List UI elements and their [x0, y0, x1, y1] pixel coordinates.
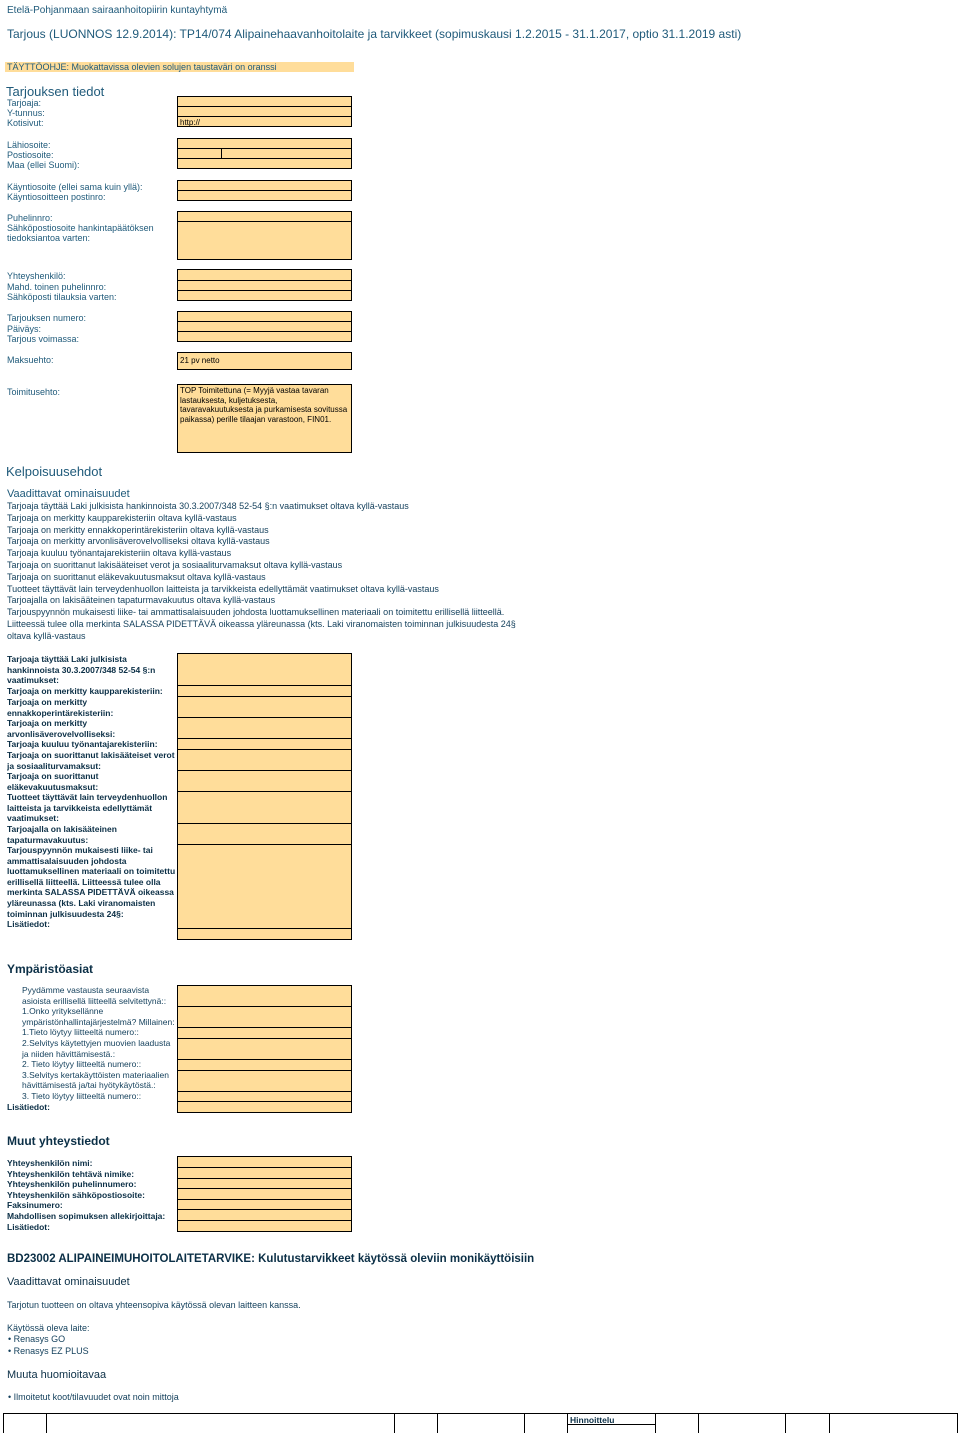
- requirement-line: Tarjouspyynnön mukaisesti liike- tai ammattisalaisuuden johdosta luottamuksellinen materiaali on toimitettu erillisellä liitteellä.: [7, 607, 505, 618]
- label-lahiosoite: Lähiosoite:: [7, 140, 51, 150]
- questions-column: [7, 654, 179, 930]
- label-sahkoposti-1: Sähköpostiosoite hankintapäätöksen: [7, 223, 154, 233]
- environment-line: Pyydämme vastausta seuraavista: [22, 985, 150, 995]
- contact-labels: [7, 1158, 165, 1232]
- requirement-line: oltava kyllä-vastaus: [7, 630, 86, 641]
- label-postiosoite: Postiosoite:: [7, 150, 54, 160]
- input-maa[interactable]: [177, 158, 352, 169]
- label-toinen-puh: Mahd. toinen puhelinnro:: [7, 282, 107, 292]
- contact-label: Yhteyshenkilön puhelinnumero:: [7, 1179, 137, 1190]
- device-item: • Renasys EZ PLUS: [8, 1346, 89, 1358]
- section-heading-muut: Muut yhteystiedot: [7, 1134, 110, 1148]
- question-label: Tarjoaja on merkitty ennakkoperintärekisteriin:: [7, 697, 114, 718]
- notes-heading: Muuta huomioitavaa: [7, 1369, 107, 1381]
- answer-tapaturmavakuutus[interactable]: [177, 823, 352, 845]
- label-kayntipostinro: Käyntiosoitteen postinro:: [7, 192, 106, 202]
- input-maksuehto[interactable]: 21 pv netto: [177, 352, 352, 370]
- table-header-hinnoittelu: Hinnoittelu: [570, 1415, 615, 1425]
- question-label: Tarjoaja on suorittanut lakisääteiset verot ja sosiaaliturvamaksut:: [7, 750, 175, 771]
- product-heading: BD23002 ALIPAINEIMUHOITOLAITETARVIKE: Kulutustarvikkeet käytössä oleviin monikäyttöisiin: [7, 1253, 535, 1265]
- requirement-line: Liitteessä tulee olla merkinta SALASSA PIDETTÄVÄ oikeassa yläreunassa (kts. Laki viranomaisten toiminnan julkisuudesta 24§: [7, 618, 516, 629]
- section-heading-kelpoisuus: Kelpoisuusehdot: [6, 464, 103, 479]
- env-answer-6[interactable]: [177, 1070, 352, 1092]
- label-puhelinnro: Puhelinnro:: [7, 213, 53, 223]
- requirement-line: Tarjoaja on suorittanut eläkevakuutusmaksut oltava kyllä-vastaus: [7, 571, 266, 582]
- contact-label: Yhteyshenkilön nimi:: [7, 1158, 93, 1168]
- input-toimitusehto[interactable]: TOP Toimitettuna (= Myyjä vastaa tavaran lastauksesta, kuljetuksesta, tavaravakuutuksesta ja purkamisesta sovitussa paikassa) perille tilaajan varastoon, FIN01.: [177, 384, 352, 453]
- label-ytunnus: Y-tunnus:: [7, 108, 45, 118]
- answer-arvonlisavero[interactable]: [177, 717, 352, 739]
- table-col-divider: [785, 1413, 786, 1433]
- input-sahkoposti-tilaus[interactable]: [177, 290, 352, 301]
- requirements-list: [7, 501, 567, 643]
- environment-line: 2.Selvitys käytettyjen muovien laadusta: [22, 1037, 171, 1048]
- contact-label: Mahdollisen sopimuksen allekirjoittaja:: [7, 1210, 166, 1221]
- device-item: • Renasys GO: [8, 1334, 89, 1346]
- question-label: Tarjouspyynnön mukaisesti liike- tai ammattisalaisuuden johdosta luottamuksellinen materiaali on toimitettu erillisellä liitteellä. Liitteessä tulee olla merkinta SALASSA PIDETTÄVÄ oikeassa yläreunassa (kts. Laki viranomaisten toiminnan julkisuudesta 24§:: [7, 845, 176, 919]
- table-col-divider: [567, 1413, 568, 1433]
- input-kayntipostinro[interactable]: [177, 190, 352, 201]
- table-col-divider: [394, 1413, 395, 1433]
- environment-line: hävittämisestä ja/tai hyötykäytöstä.:: [22, 1080, 156, 1091]
- env-answer-2[interactable]: [177, 1006, 352, 1028]
- product-requirement: Tarjotun tuotteen on oltava yhteensopiva käytössä olevan laitteen kanssa.: [7, 1300, 301, 1310]
- environment-line: ja niiden hävittämisestä.:: [22, 1048, 116, 1059]
- section-heading-ymparisto: Ympäristöasiat: [7, 962, 94, 976]
- table-col-divider: [46, 1413, 47, 1433]
- devices-label: Käytössä oleva laite:: [7, 1323, 90, 1333]
- environment-line: 3.Selvitys kertakäyttöisten materiaalien: [22, 1069, 169, 1080]
- answer-elakevakuutus[interactable]: [177, 770, 352, 792]
- contact-label: Lisätiedot:: [7, 1221, 50, 1232]
- table-col-divider: [437, 1413, 438, 1433]
- label-paivays: Päiväys:: [7, 324, 42, 334]
- label-toimitusehto: Toimitusehto:: [7, 387, 61, 397]
- env-answer-lisatiedot[interactable]: [177, 1101, 352, 1113]
- environment-line: asioista erillisellä liitteellä selvitettynä::: [22, 995, 167, 1006]
- contact-label: Faksinumero:: [7, 1200, 63, 1211]
- environment-line: ympäristönhallintajärjestelmä? Millainen:: [22, 1016, 175, 1027]
- environment-list: [22, 985, 177, 1102]
- table-subheader-line: [568, 1424, 656, 1425]
- answer-terveydenhuolto[interactable]: [177, 791, 352, 824]
- label-kayntiosoite: Käyntiosoite (ellei sama kuin yllä):: [7, 182, 143, 192]
- table-col-divider: [829, 1413, 830, 1433]
- answer-lisatiedot[interactable]: [177, 928, 352, 940]
- question-label: Tarjoaja täyttää Laki julkisista hankinnoista 30.3.2007/348 52-54 §:n vaatimukset:: [7, 654, 156, 686]
- answer-ennakkoperinta[interactable]: [177, 696, 352, 718]
- answer-verot[interactable]: [177, 749, 352, 771]
- answer-hankintalaki[interactable]: [177, 653, 352, 686]
- table-top-border: [3, 1413, 958, 1414]
- requirement-line: Tuotteet täyttävät lain terveydenhuollon laitteista ja tarvikkeista edellyttämät vaatimukset oltava kyllä-vastaus: [7, 583, 439, 594]
- product-subheading: Vaadittavat ominaisuudet: [7, 1276, 130, 1288]
- devices-list: [8, 1334, 89, 1357]
- input-sahkoposti-paatos[interactable]: [177, 221, 352, 260]
- question-label: Tarjoajalla on lakisääteinen tapaturmavakuutus:: [7, 824, 117, 845]
- ymparisto-lisatiedot-label: Lisätiedot:: [7, 1102, 50, 1112]
- env-answer-1[interactable]: [177, 985, 352, 1007]
- table-col-divider: [3, 1413, 4, 1433]
- label-kotisivut: Kotisivut:: [7, 118, 44, 128]
- fill-instruction: TÄYTTÖOHJE: Muokattavissa olevien solujen taustaväri on oranssi: [5, 62, 354, 72]
- table-col-divider: [524, 1413, 525, 1433]
- section-heading-tarjous: Tarjouksen tiedot: [6, 84, 105, 99]
- table-col-divider: [698, 1413, 699, 1433]
- label-voimassa: Tarjous voimassa:: [7, 334, 80, 344]
- environment-line: 1.Tieto löytyy liitteeltä numero::: [22, 1027, 139, 1038]
- subheading-vaadittavat: Vaadittavat ominaisuudet: [7, 488, 130, 500]
- note-item: • Ilmoitetut koot/tilavuudet ovat noin mittoja: [8, 1392, 179, 1402]
- label-yhteyshenkilo: Yhteyshenkilö:: [7, 271, 66, 281]
- table-col-divider: [655, 1413, 656, 1433]
- requirement-line: Tarjoaja on merkitty arvonlisäverovelvolliseksi oltava kyllä-vastaus: [7, 536, 270, 547]
- environment-line: 1.Onko yrityksellänne: [22, 1006, 104, 1017]
- env-answer-4[interactable]: [177, 1038, 352, 1060]
- input-voimassa[interactable]: [177, 331, 352, 342]
- requirement-line: Tarjoaja täyttää Laki julkisista hankinnoista 30.3.2007/348 52-54 §:n vaatimukset oltava kyllä-vastaus: [7, 501, 409, 511]
- environment-line: 2. Tieto löytyy liitteeltä numero::: [22, 1059, 142, 1070]
- label-sahkoposti-2: tiedoksiantoa varten:: [7, 233, 91, 243]
- input-contact-lisatiedot[interactable]: [177, 1220, 352, 1232]
- organization-name: Etelä-Pohjanmaan sairaanhoitopiirin kuntayhtymä: [7, 5, 228, 16]
- requirement-line: Tarjoaja on merkitty kaupparekisteriin oltava kyllä-vastaus: [7, 512, 237, 523]
- table-col-divider: [957, 1413, 958, 1433]
- label-tarjoaja: Tarjoaja:: [7, 98, 42, 108]
- requirement-line: Tarjoaja kuuluu työnantajarekisteriin oltava kyllä-vastaus: [7, 548, 232, 559]
- notes-list: [8, 1392, 179, 1402]
- question-label: Tarjoaja on merkitty kaupparekisteriin:: [7, 686, 163, 696]
- question-label: Lisätiedot:: [7, 919, 50, 929]
- label-tarjouksen-numero: Tarjouksen numero:: [7, 313, 87, 323]
- input-kotisivut[interactable]: http://: [177, 116, 352, 127]
- question-label: Tarjoaja kuuluu työnantajarekisteriin:: [7, 739, 158, 749]
- document-title: Tarjous (LUONNOS 12.9.2014): TP14/074 Alipainehaavanhoitolaite ja tarvikkeet (sopimuskausi 1.2.2015 - 31.1.2017, optio 31.1.2019 asti): [7, 27, 742, 41]
- requirement-line: Tarjoaja on suorittanut lakisääteiset verot ja sosiaaliturvamaksut oltava kyllä-vastaus: [7, 559, 343, 570]
- label-maksuehto: Maksuehto:: [7, 355, 54, 365]
- contact-label: Yhteyshenkilön sähköpostiosoite:: [7, 1189, 145, 1200]
- requirement-line: Tarjoaja on merkitty ennakkoperintärekisteriin oltava kyllä-vastaus: [7, 524, 269, 535]
- label-sahkoposti-tilaus: Sähköposti tilauksia varten:: [7, 292, 117, 302]
- answer-salassa[interactable]: [177, 844, 352, 929]
- question-label: Tarjoaja on merkitty arvonlisäverovelvolliseksi:: [7, 718, 116, 739]
- environment-line: 3. Tieto löytyy liitteeltä numero::: [22, 1090, 142, 1101]
- question-label: Tuotteet täyttävät lain terveydenhuollon laitteista ja tarvikkeista edellyttämät vaatimukset:: [7, 792, 168, 824]
- label-maa: Maa (ellei Suomi):: [7, 160, 80, 170]
- requirement-line: Tarjoajalla on lakisääteinen tapaturmavakuutus oltava kyllä-vastaus: [7, 595, 276, 606]
- contact-label: Yhteyshenkilön tehtävä nimike:: [7, 1168, 135, 1179]
- question-label: Tarjoaja on suorittanut eläkevakuutusmaksut:: [7, 771, 99, 792]
